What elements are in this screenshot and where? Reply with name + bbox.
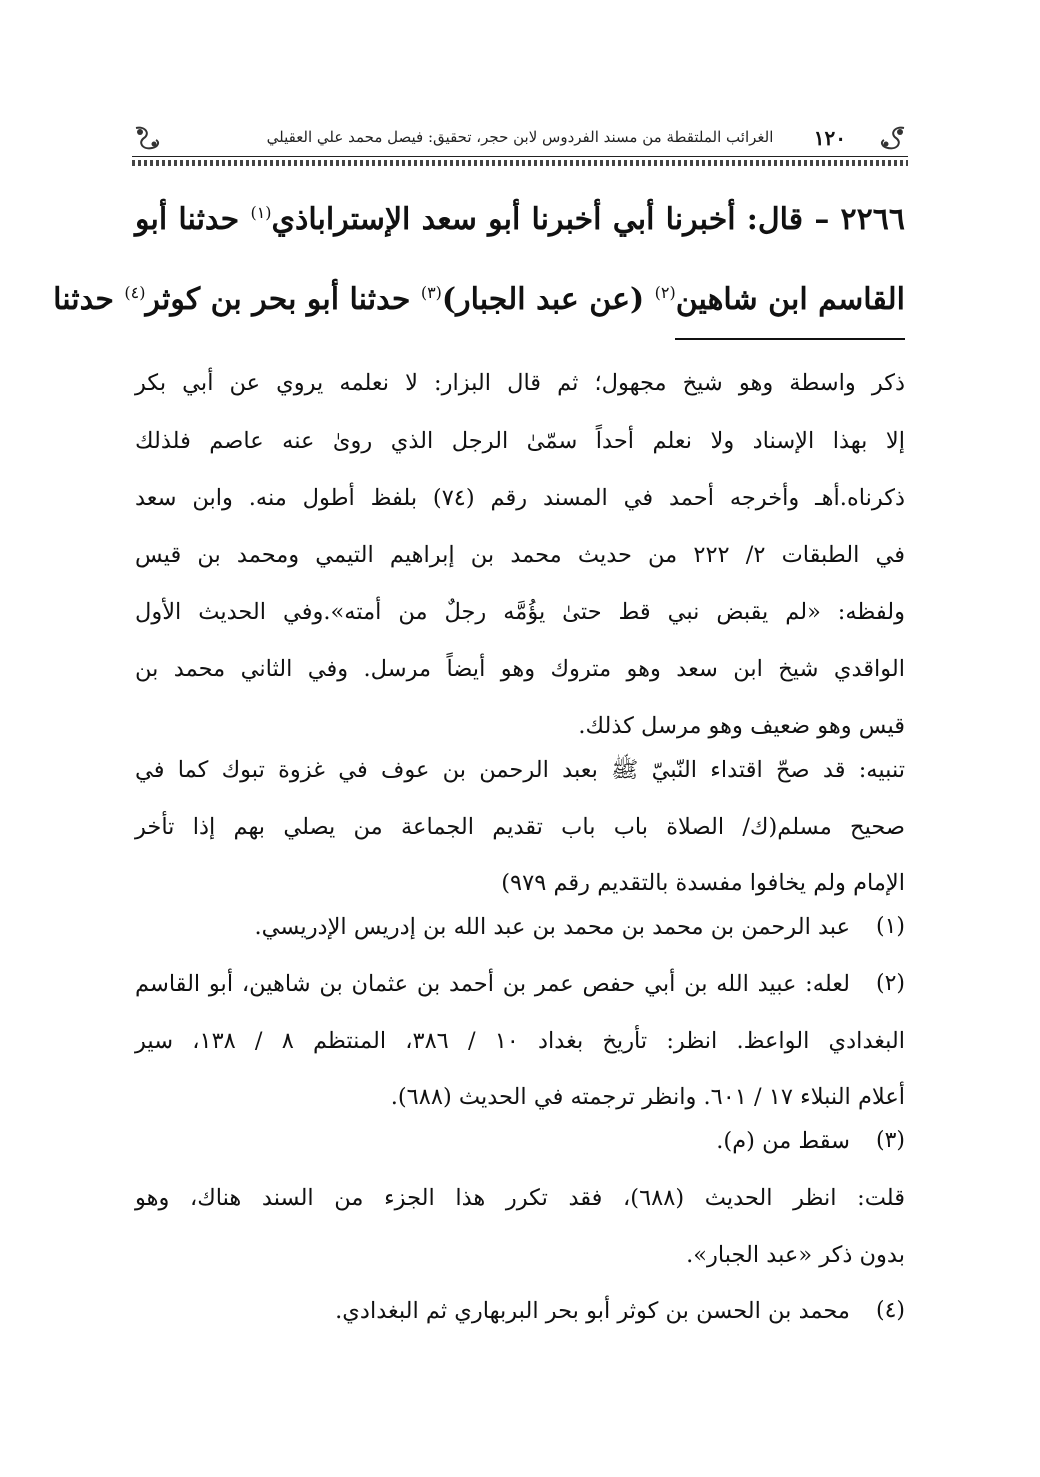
footnote-text: سقط من (م).	[716, 1128, 850, 1154]
footnote-number: (٢)	[875, 971, 905, 996]
footnote-separator	[675, 338, 905, 340]
header-rule	[132, 156, 908, 157]
commentary-line: إلا بهذا الإسناد ولا نعلم أحداً سمّىٰ الرجل الذي روىٰ عنه عاصم فلذلك	[135, 428, 905, 454]
running-title: الغرائب الملتقطة من مسند الفردوس لابن حجر، تحقيق: فيصل محمد علي العقيلي	[266, 128, 774, 146]
ornament-left-icon	[132, 124, 166, 154]
commentary-line: ولفظه: «لم يقبض نبي قط حتىٰ يؤُمَّه رجلٌ من أمته».وفي الحديث الأول	[135, 599, 905, 625]
footnote-number: (٣)	[875, 1128, 905, 1153]
commentary-line: الإمام ولم يخافوا مفسدة بالتقديم رقم ٩٧٩)	[501, 870, 905, 896]
ornament-right-icon	[874, 124, 908, 154]
commentary-line: في الطبقات ٢/ ٢٢٢ من حديث محمد بن إبراهيم التيمي ومحمد بن قيس	[135, 542, 905, 568]
footnote-text: أعلام النبلاء ١٧ / ٦٠١. وانظر ترجمته في الحديث (٦٨٨).	[390, 1084, 905, 1110]
footnote-text: قلت: انظر الحديث (٦٨٨)، فقد تكرر هذا الجزء من السند هناك، وهو	[135, 1185, 906, 1211]
commentary-line: ذكر واسطة وهو شيخ مجهول؛ ثم قال البزار: لا نعلمه يروي عن أبي بكر	[135, 370, 905, 396]
footnote-text: محمد بن الحسن بن كوثر أبو بحر البربهاري ثم البغدادي.	[335, 1298, 850, 1324]
commentary-line: ذكرناه.أهـ وأخرجه أحمد في المسند رقم (٧٤) بلفظ أطول منه. وابن سعد	[135, 485, 905, 511]
footnote-text: عبد الرحمن بن محمد بن محمد بن عبد الله بن إدريس الإدريسي.	[254, 914, 850, 940]
header-ornamental-border	[132, 160, 908, 166]
commentary-line: قيس وهو ضعيف وهو مرسل كذلك.	[578, 713, 905, 739]
commentary-line: الواقدي شيخ ابن سعد وهو متروك وهو أيضاً مرسل. وفي الثاني محمد بن	[135, 656, 905, 682]
page-number: ١٢٠	[813, 126, 846, 150]
footnote-text: بدون ذكر «عبد الجبار».	[686, 1242, 905, 1268]
footnote-number: (٤)	[875, 1298, 905, 1323]
commentary-line: صحيح مسلم(ك/ الصلاة باب باب تقديم الجماعة من يصلي بهم إذا تأخر	[135, 814, 905, 840]
page-header	[132, 122, 908, 168]
hadith-line-1: ٢٢٦٦ – قال: أخبرنا أبي أخبرنا أبو سعد الإستراباذي$^{(١)}$ حدثنا أبو	[135, 202, 905, 237]
footnote-number: (١)	[875, 914, 905, 939]
hadith-line-2: القاسم ابن شاهين$^{(٢)}$ (عن عبد الجبار)$^{(٣)}$ حدثنا أبو بحر بن كوثر$^{(٤)}$ حدثنا	[53, 282, 905, 317]
footnote-text: لعله: عبيد الله بن أبي حفص عمر بن أحمد بن عثمان بن شاهين، أبو القاسم	[135, 971, 850, 997]
footnote-text: البغدادي الواعظ. انظر: تأريخ بغداد ١٠ / ٣٨٦، المنتظم ٨ / ١٣٨، سير	[135, 1028, 905, 1054]
commentary-line: تنبيه: قد صحّ اقتداء النّبيّ ﷺ بعبد الرحمن بن عوف في غزوة تبوك كما في	[135, 757, 905, 783]
